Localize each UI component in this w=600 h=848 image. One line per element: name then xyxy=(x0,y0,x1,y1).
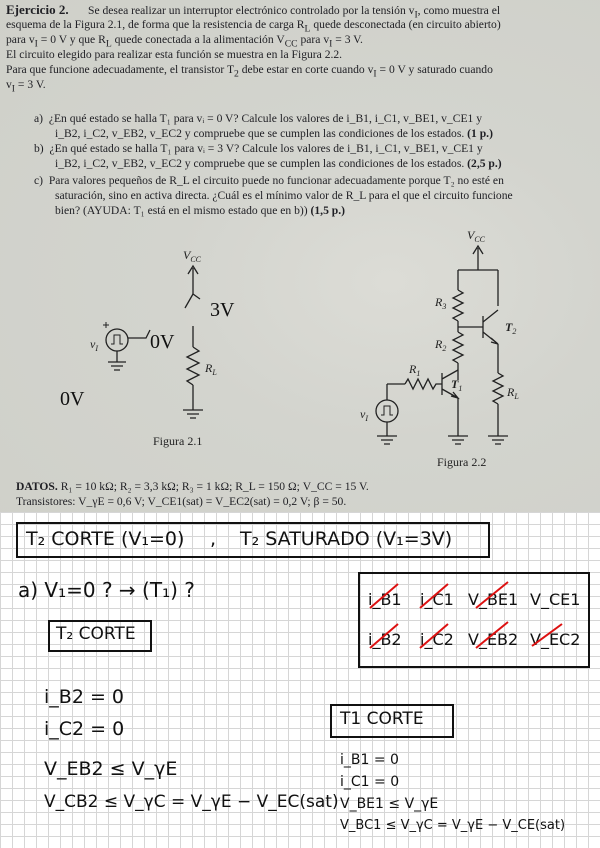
t2-corte-label: T₂ CORTE xyxy=(56,624,136,644)
fig2-vcc-label: $V_{CC}$ xyxy=(467,228,486,244)
fig2-pulse-source xyxy=(376,400,398,422)
var-veb2: V_EB2 xyxy=(468,630,519,649)
var-ic1: i_C1 xyxy=(420,590,454,609)
eq-vbe1: V_BE1 ≤ V_γE xyxy=(340,796,439,812)
fig2-r1-label: $R_1$ xyxy=(409,362,421,378)
fig2-rl-label: $R_L$ xyxy=(507,385,519,401)
fig2-r1-resistor xyxy=(405,379,442,389)
fig1-annot-0v-b: 0V xyxy=(60,388,85,410)
header-t2-corte: T₂ CORTE (V₁=0) xyxy=(26,528,185,550)
handwritten-notes xyxy=(0,512,600,848)
eq-ib1: i_B1 = 0 xyxy=(340,752,399,768)
fig2-r3-label: $R_3$ xyxy=(435,295,447,311)
question-b-line-2: i_B2, i_C2, v_EB2, v_EC2 y compruebe que se cumplen las condiciones de los estados. (2,5 p.) xyxy=(55,157,502,170)
figure-2-1-circuit xyxy=(50,250,290,450)
fig1-rl-label: $R_L$ xyxy=(205,361,217,377)
var-ib1: i_B1 xyxy=(368,590,402,609)
fig2-t1-label: $T_1$ xyxy=(451,377,463,393)
fig1-vcc-label: $V_{CC}$ xyxy=(183,250,202,264)
fig1-pulse-source xyxy=(106,329,128,351)
fig2-caption: Figura 2.2 xyxy=(437,455,487,469)
fig1-caption: Figura 2.1 xyxy=(153,434,203,448)
question-a-note: a) V₁=0 ? → (T₁) ? xyxy=(18,578,195,602)
fig1-vi-label: $v_I$ xyxy=(90,337,98,353)
eq-vbc1: V_BC1 ≤ V_γC = V_γE − V_CE(sat) xyxy=(340,818,566,833)
transistores-line: Transistores: V_γE = 0,6 V; V_CE1(sat) = V_EC2(sat) = 0,2 V; β = 50. xyxy=(16,495,347,508)
eq-ib2: i_B2 = 0 xyxy=(44,686,124,708)
exercise-title: Ejercicio 2. xyxy=(6,2,69,17)
var-vce1: V_CE1 xyxy=(530,590,581,609)
datos-line: DATOS. R₁ = 10 kΩ; R₂ = 3,3 kΩ; R₃ = 1 kΩ; R_L = 150 Ω; V_CC = 15 V. xyxy=(16,480,369,493)
eq-veb2: V_EB2 ≤ V_γE xyxy=(44,758,178,780)
figure-2-2-circuit xyxy=(345,228,590,473)
fig1-annot-3v: 3V xyxy=(210,299,235,321)
question-c-line-1: c) Para valores pequeños de R_L el circuito puede no funcionar adecuadamente porque T₂ no esté en xyxy=(34,174,504,187)
question-b-line-1: b) ¿En qué estado se halla T₁ para vᵢ = 3 V? Calcule los valores de i_B1, i_C1, v_BE1, v_CE1 y xyxy=(34,142,483,155)
t1-corte-label: T1 CORTE xyxy=(340,709,424,729)
intro-line-5: Para que funcione adecuadamente, el transistor $T_2$ debe estar en corte cuando $v_I = 0$ V y saturado cuando xyxy=(6,63,493,80)
intro-line-1: Se desea realizar un interruptor electrónico controlado por la tensión $v_I$, como muestra el xyxy=(88,4,501,21)
fig2-rl-resistor xyxy=(493,373,503,404)
question-c-line-2: saturación, sino en activa directa. ¿Cuál es el mínimo valor de R_L para el que el circuito funcione xyxy=(55,189,513,202)
fig2-r2-resistor xyxy=(453,332,463,363)
fig2-r3-resistor xyxy=(453,290,463,321)
intro-line-4: El circuito elegido para realizar esta función se muestra en la Figura 2.2. xyxy=(6,48,343,61)
header-separator: , xyxy=(210,528,217,550)
fig2-vi-label: $v_I$ xyxy=(360,407,368,423)
intro-line-3: para $v_I = 0$ V y que $R_L$ quede conectada a la alimentación $V_{CC}$ para $v_I = 3$ V. xyxy=(6,33,363,50)
var-ib2: i_B2 xyxy=(368,630,402,649)
fig2-t2-label: $T_2$ xyxy=(505,320,517,336)
eq-ic2: i_C2 = 0 xyxy=(44,718,125,740)
question-a-line-1: a) ¿En qué estado se halla T₁ para vᵢ = 0 V? Calcule los valores de i_B1, i_C1, v_BE1, v_CE1 y xyxy=(34,112,483,125)
header-t2-saturado: T₂ SATURADO (V₁=3V) xyxy=(240,528,453,550)
question-c-line-3: bien? (AYUDA: T₁ está en el mismo estado que en b)) (1,5 p.) xyxy=(55,204,345,217)
fig2-r2-label: $R_2$ xyxy=(435,337,447,353)
eq-ic1: i_C1 = 0 xyxy=(340,774,400,790)
eq-vcb2: V_CB2 ≤ V_γC = V_γE − V_EC(sat) xyxy=(44,792,339,812)
var-vbe1: V_BE1 xyxy=(468,590,519,609)
fig1-rl-resistor xyxy=(187,347,199,385)
var-ic2: i_C2 xyxy=(420,630,454,649)
intro-line-2: esquema de la Figura 2.1, de forma que la resistencia de carga $R_L$ quede desconectada (en circuito abierto) xyxy=(6,18,501,35)
fig1-annot-0v-a: 0V xyxy=(150,331,175,353)
intro-line-6: $v_I = 3$ V. xyxy=(6,78,46,95)
question-a-line-2: i_B2, i_C2, v_EB2, v_EC2 y compruebe que se cumplen las condiciones de los estados. (1 p.) xyxy=(55,127,493,140)
var-vec2: V_EC2 xyxy=(530,630,581,649)
strike-marks xyxy=(358,572,586,664)
